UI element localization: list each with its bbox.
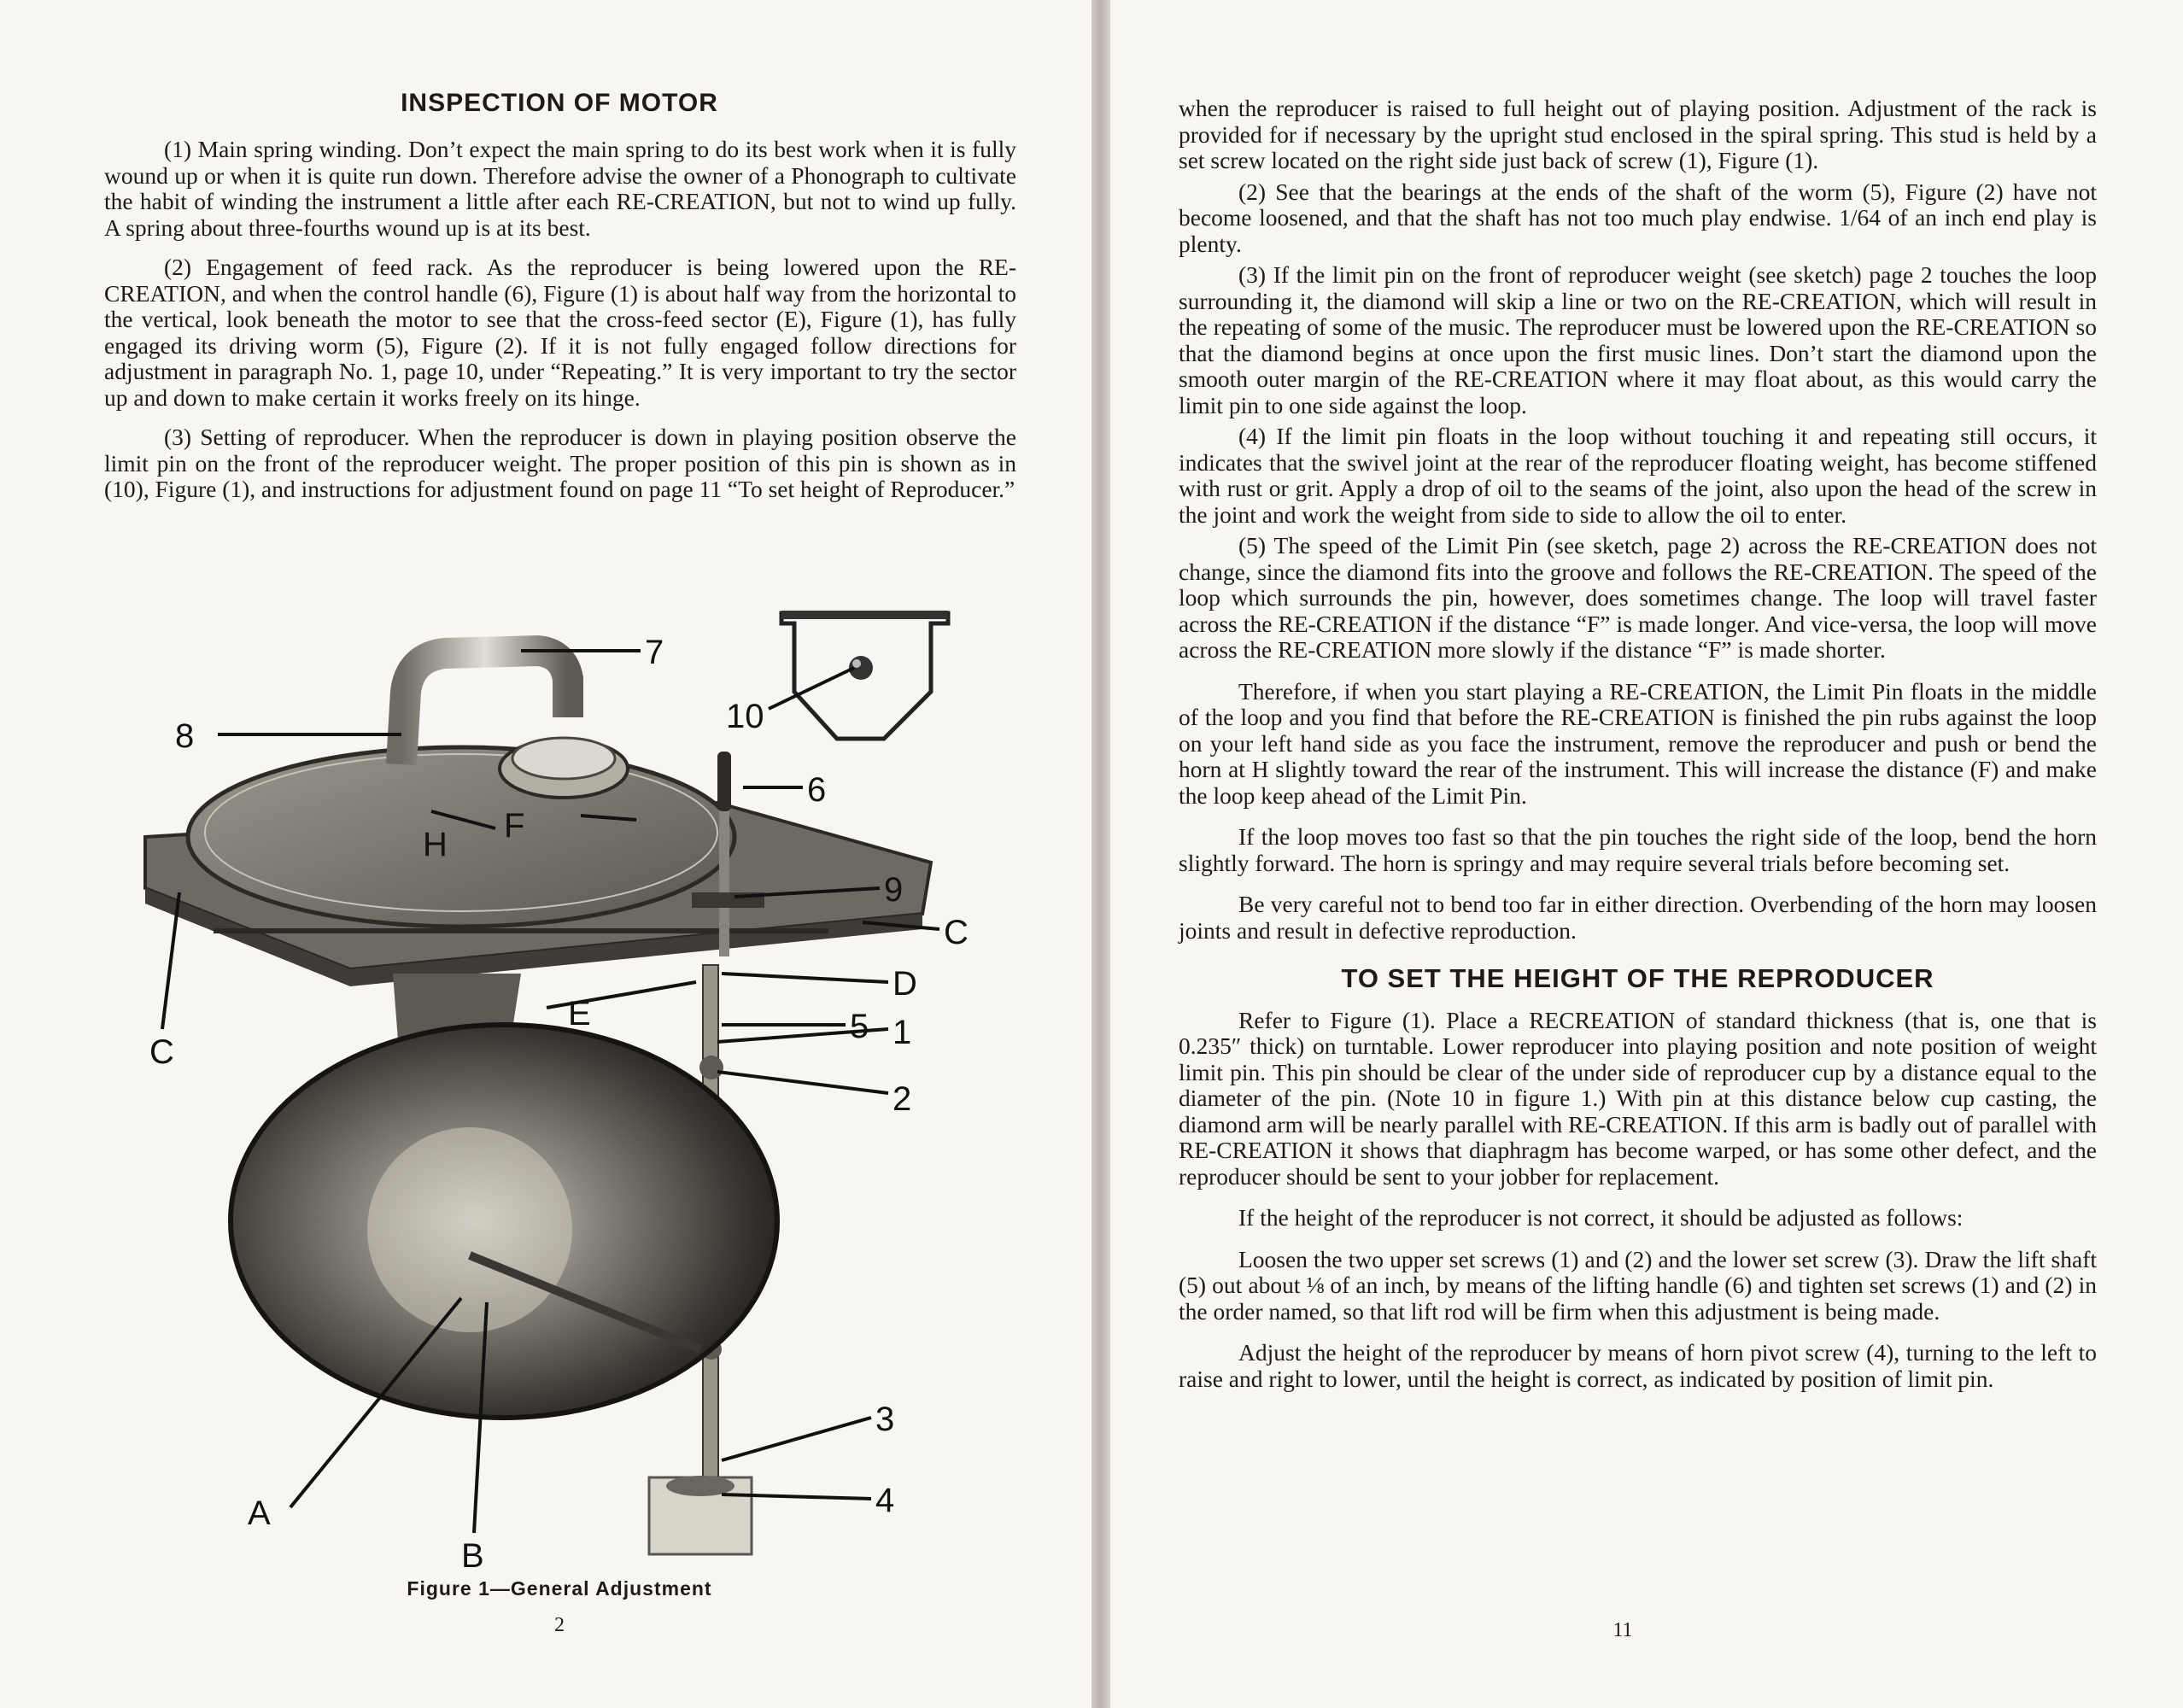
callout-C-right: C [944, 914, 969, 951]
turntable [188, 747, 734, 927]
callout-H: H [423, 826, 448, 863]
paragraph: (1) Main spring winding. Don’t expect the main spring to do its best work when it is fully wound up or when it is quite run down. Therefore advise the owner of a Phonograph to cultivate the habit of winding the instrument a little after each RE-CREATION, but not to wind up fully. A spring about three-fourths wound up is at its best. [104, 136, 1016, 241]
section-heading: TO SET THE HEIGHT OF THE REPRODUCER [1341, 963, 1934, 993]
paragraph: Adjust the height of the reproducer by means of horn pivot screw (4), turning to the left to raise and right to lower, until the height is correct, as indicated by position of limit pin. [1179, 1339, 2097, 1392]
book-gutter [1092, 0, 1110, 1708]
callout-F: F [504, 807, 525, 845]
right-page-body [1179, 96, 2097, 1397]
callout-4: 4 [875, 1482, 895, 1519]
page-number-right: 11 [1612, 1619, 1633, 1641]
paragraph: Therefore, if when you start playing a RE-CREATION, the Limit Pin floats in the middle of the loop and you find that before the RE-CREATION is finished the pin rubs against the loop on your left hand side as you face the instrument, remove the reproducer and push or bend the horn at H slightly toward the rear of the instrument. This will increase the distance (F) and make the loop keep ahead of the Limit Pin. [1179, 677, 2097, 809]
horn-bell [231, 1025, 777, 1418]
paragraph: (2) See that the bearings at the ends of the shaft of the worm (5), Figure (2) have not become loosened, and that the shaft has not too much play endwise. 1/64 of an inch end play is plenty. [1179, 178, 2097, 257]
figure-caption: Figure 1—General Adjustment [407, 1577, 712, 1600]
paragraph: Be very careful not to bend too far in either direction. Overbending of the horn may loosen joints and result in defective reproduction. [1179, 891, 2097, 944]
callout-2: 2 [893, 1080, 912, 1118]
callout-D: D [893, 965, 917, 1003]
callout-9: 9 [884, 871, 904, 909]
left-page-heading: INSPECTION OF MOTOR [401, 89, 718, 117]
paragraph: when the reproducer is raised to full height out of playing position. Adjustment of the rack is provided for if necessary by the upright stud enclosed in the spiral spring. This stud is held by a set screw located on the right side just back of screw (1), Figure (1). [1179, 95, 2097, 173]
paragraph: (3) If the limit pin on the front of reproducer weight (see sketch) page 2 touches the loop surrounding it, the diamond will skip a line or two on the RE-CREATION, which will result in the repeating of some of the music. The reproducer must be lowered upon the RE-CREATION so that the diamond begins at once upon the first music lines. Don’t start the diamond upon the smooth outer margin of the RE-CREATION where it may float about, as this would carry the limit pin to one side against the loop. [1179, 261, 2097, 418]
callout-B: B [461, 1537, 484, 1575]
limit-pin-sketch [781, 611, 948, 739]
callout-3: 3 [875, 1401, 895, 1438]
left-page-body [104, 137, 1016, 517]
callout-1: 1 [893, 1014, 912, 1051]
phonograph-illustration [120, 606, 999, 1580]
callout-A: A [248, 1494, 271, 1532]
paragraph: (3) Setting of reproducer. When the reproducer is down in playing position observe the limit pin on the front of the reproducer weight. The proper position of this pin is shown as in (10), Figure (1), and instructions for adjustment found on page 11 “To set height of Reproducer.” [104, 424, 1016, 502]
paragraph: (5) The speed of the Limit Pin (see sketch, page 2) across the RE-CREATION does not change, since the diamond fits into the groove and follows the RE-CREATION. The speed of the loop which surrounds the pin, however, does sometimes change. The loop will travel faster across the RE-CREATION if the distance “F” is made longer. And vice-versa, the loop will move across the RE-CREATION more slowly if the distance “F” is made shorter. [1179, 532, 2097, 663]
paragraph: (2) Engagement of feed rack. As the reproducer is being lowered upon the RE-CREATION, and when the control handle (6), Figure (1) is about half way from the horizontal to the vertical, look beneath the motor to see that the cross-feed sector (E), Figure (1), has fully engaged its driving worm (5), Figure (2). If it is not fully engaged follow directions for adjustment in paragraph No. 1, page 10, under “Repeating.” It is very important to try the sector up and down to make certain it works freely on its hinge. [104, 254, 1016, 411]
callout-C-left: C [149, 1033, 174, 1071]
page-number-left: 2 [554, 1614, 565, 1636]
paragraph: Refer to Figure (1). Place a RECREATION of standard thickness (that is, one that is 0.235″ thick) on turntable. Lower reproducer into playing position and note position of weight limit pin. This pin should be clear of the under side of reproducer cup by a distance equal to the diameter of the pin. (Note 10 in figure 1.) With pin at this distance below cup casting, the diamond arm will be nearly parallel with RE-CREATION. If this arm is badly out of parallel with RE-CREATION it shows that diaphragm has become warped, or has some other defect, and the reproducer should be sent to your jobber for replacement. [1179, 1006, 2097, 1190]
paragraph: If the height of the reproducer is not correct, it should be adjusted as follows: [1238, 1204, 1964, 1231]
paragraph: If the loop moves too fast so that the pin touches the right side of the loop, bend the horn slightly forward. The horn is springy and may require several trials before becoming set. [1179, 823, 2097, 876]
right-page [1110, 0, 2183, 1708]
callout-E: E [568, 995, 591, 1032]
callout-10: 10 [726, 698, 764, 735]
callout-6: 6 [807, 771, 827, 809]
callout-7: 7 [645, 634, 664, 671]
phonograph-figure [120, 606, 999, 1580]
callout-5: 5 [850, 1008, 869, 1045]
callout-8: 8 [175, 717, 195, 755]
paragraph: Loosen the two upper set screws (1) and (2) and the lower set screw (3). Draw the lift shaft (5) out about ⅛ of an inch, by means of the lifting handle (6) and tighten set screws (1) and (2) in the order named, so that lift rod will be firm when this adjustment is being made. [1179, 1245, 2097, 1325]
paragraph: (4) If the limit pin floats in the loop without touching it and repeating still occurs, it indicates that the swivel joint at the rear of the reproducer floating weight, has become stiffened with rust or grit. Apply a drop of oil to the seams of the joint, also upon the head of the screw in the joint and work the weight from side to side to allow the oil to enter. [1179, 423, 2097, 528]
